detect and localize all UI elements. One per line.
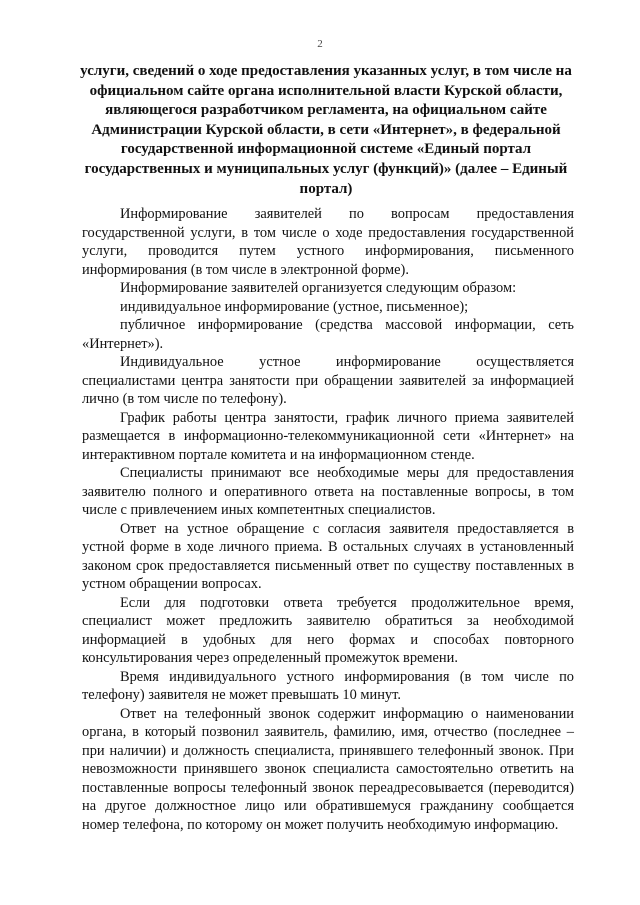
- paragraph: Индивидуальное устное информирование осуществляется специалистами центра занятости при обращении заявителей за информацией лично (в том числе по телефону).: [82, 354, 574, 407]
- paragraph: Информирование заявителей по вопросам предоставления государственной услуги, в том числе о ходе предоставления государственной услуги, проводится путем устного информирования, письменного информирования (в том числе в электронной форме).: [82, 206, 574, 278]
- page-number: 2: [317, 38, 323, 50]
- paragraph: публичное информирование (средства массовой информации, сеть «Интернет»).: [82, 317, 574, 352]
- paragraph: Ответ на телефонный звонок содержит информацию о наименовании органа, в который позвонил заявитель, фамилию, имя, отчество (последнее – при наличии) и должность специалиста, принявшего телефонный звонок. При невозможности принявшего звонок специалиста самостоятельно ответить на поставленные вопросы телефонный звонок переадресовывается (переводится) на другое должностное лицо или обратившемуся гражданину сообщается номер телефона, по которому он может получить необходимую информацию.: [82, 705, 574, 833]
- paragraph: Ответ на устное обращение с согласия заявителя предоставляется в устной форме в ходе личного приема. В остальных случаях в установленный законом срок предоставляется письменный ответ по существу поставленных в устном обращении вопросах.: [82, 520, 574, 592]
- section-heading: услуги, сведений о ходе предоставления указанных услуг, в том числе на официальном сайте органа исполнительной власти Курской области, являющегося разработчиком регламента, на официальном сайте Администрации Курской области, в сети «Интернет», в федеральной государственной информационной системе «Единый портал государственных и муниципальных услуг (функций)» (далее – Единый портал): [80, 63, 572, 197]
- paragraph: График работы центра занятости, график личного приема заявителей размещается в информационно-телекоммуникационной сети «Интернет» на интерактивном портале комитета и на информационном стенде.: [82, 409, 574, 463]
- paragraph: индивидуальное информирование (устное, письменное);: [120, 298, 469, 315]
- paragraph: Время индивидуального устного информирования (в том числе по телефону) заявителя не может превышать 10 минут.: [82, 668, 574, 703]
- paragraph: Специалисты принимают все необходимые меры для предоставления заявителю полного и оперативного ответа на поставленные вопросы, в том числе с привлечением иных компетентных специалистов.: [82, 465, 574, 518]
- paragraph: Если для подготовки ответа требуется продолжительное время, специалист может предложить заявителю обратиться за необходимой информацией в удобных для него формах и способах повторного консультирования через определенный промежуток времени.: [82, 594, 574, 666]
- paragraph: Информирование заявителей организуется следующим образом:: [120, 280, 517, 296]
- document-body: [82, 205, 574, 834]
